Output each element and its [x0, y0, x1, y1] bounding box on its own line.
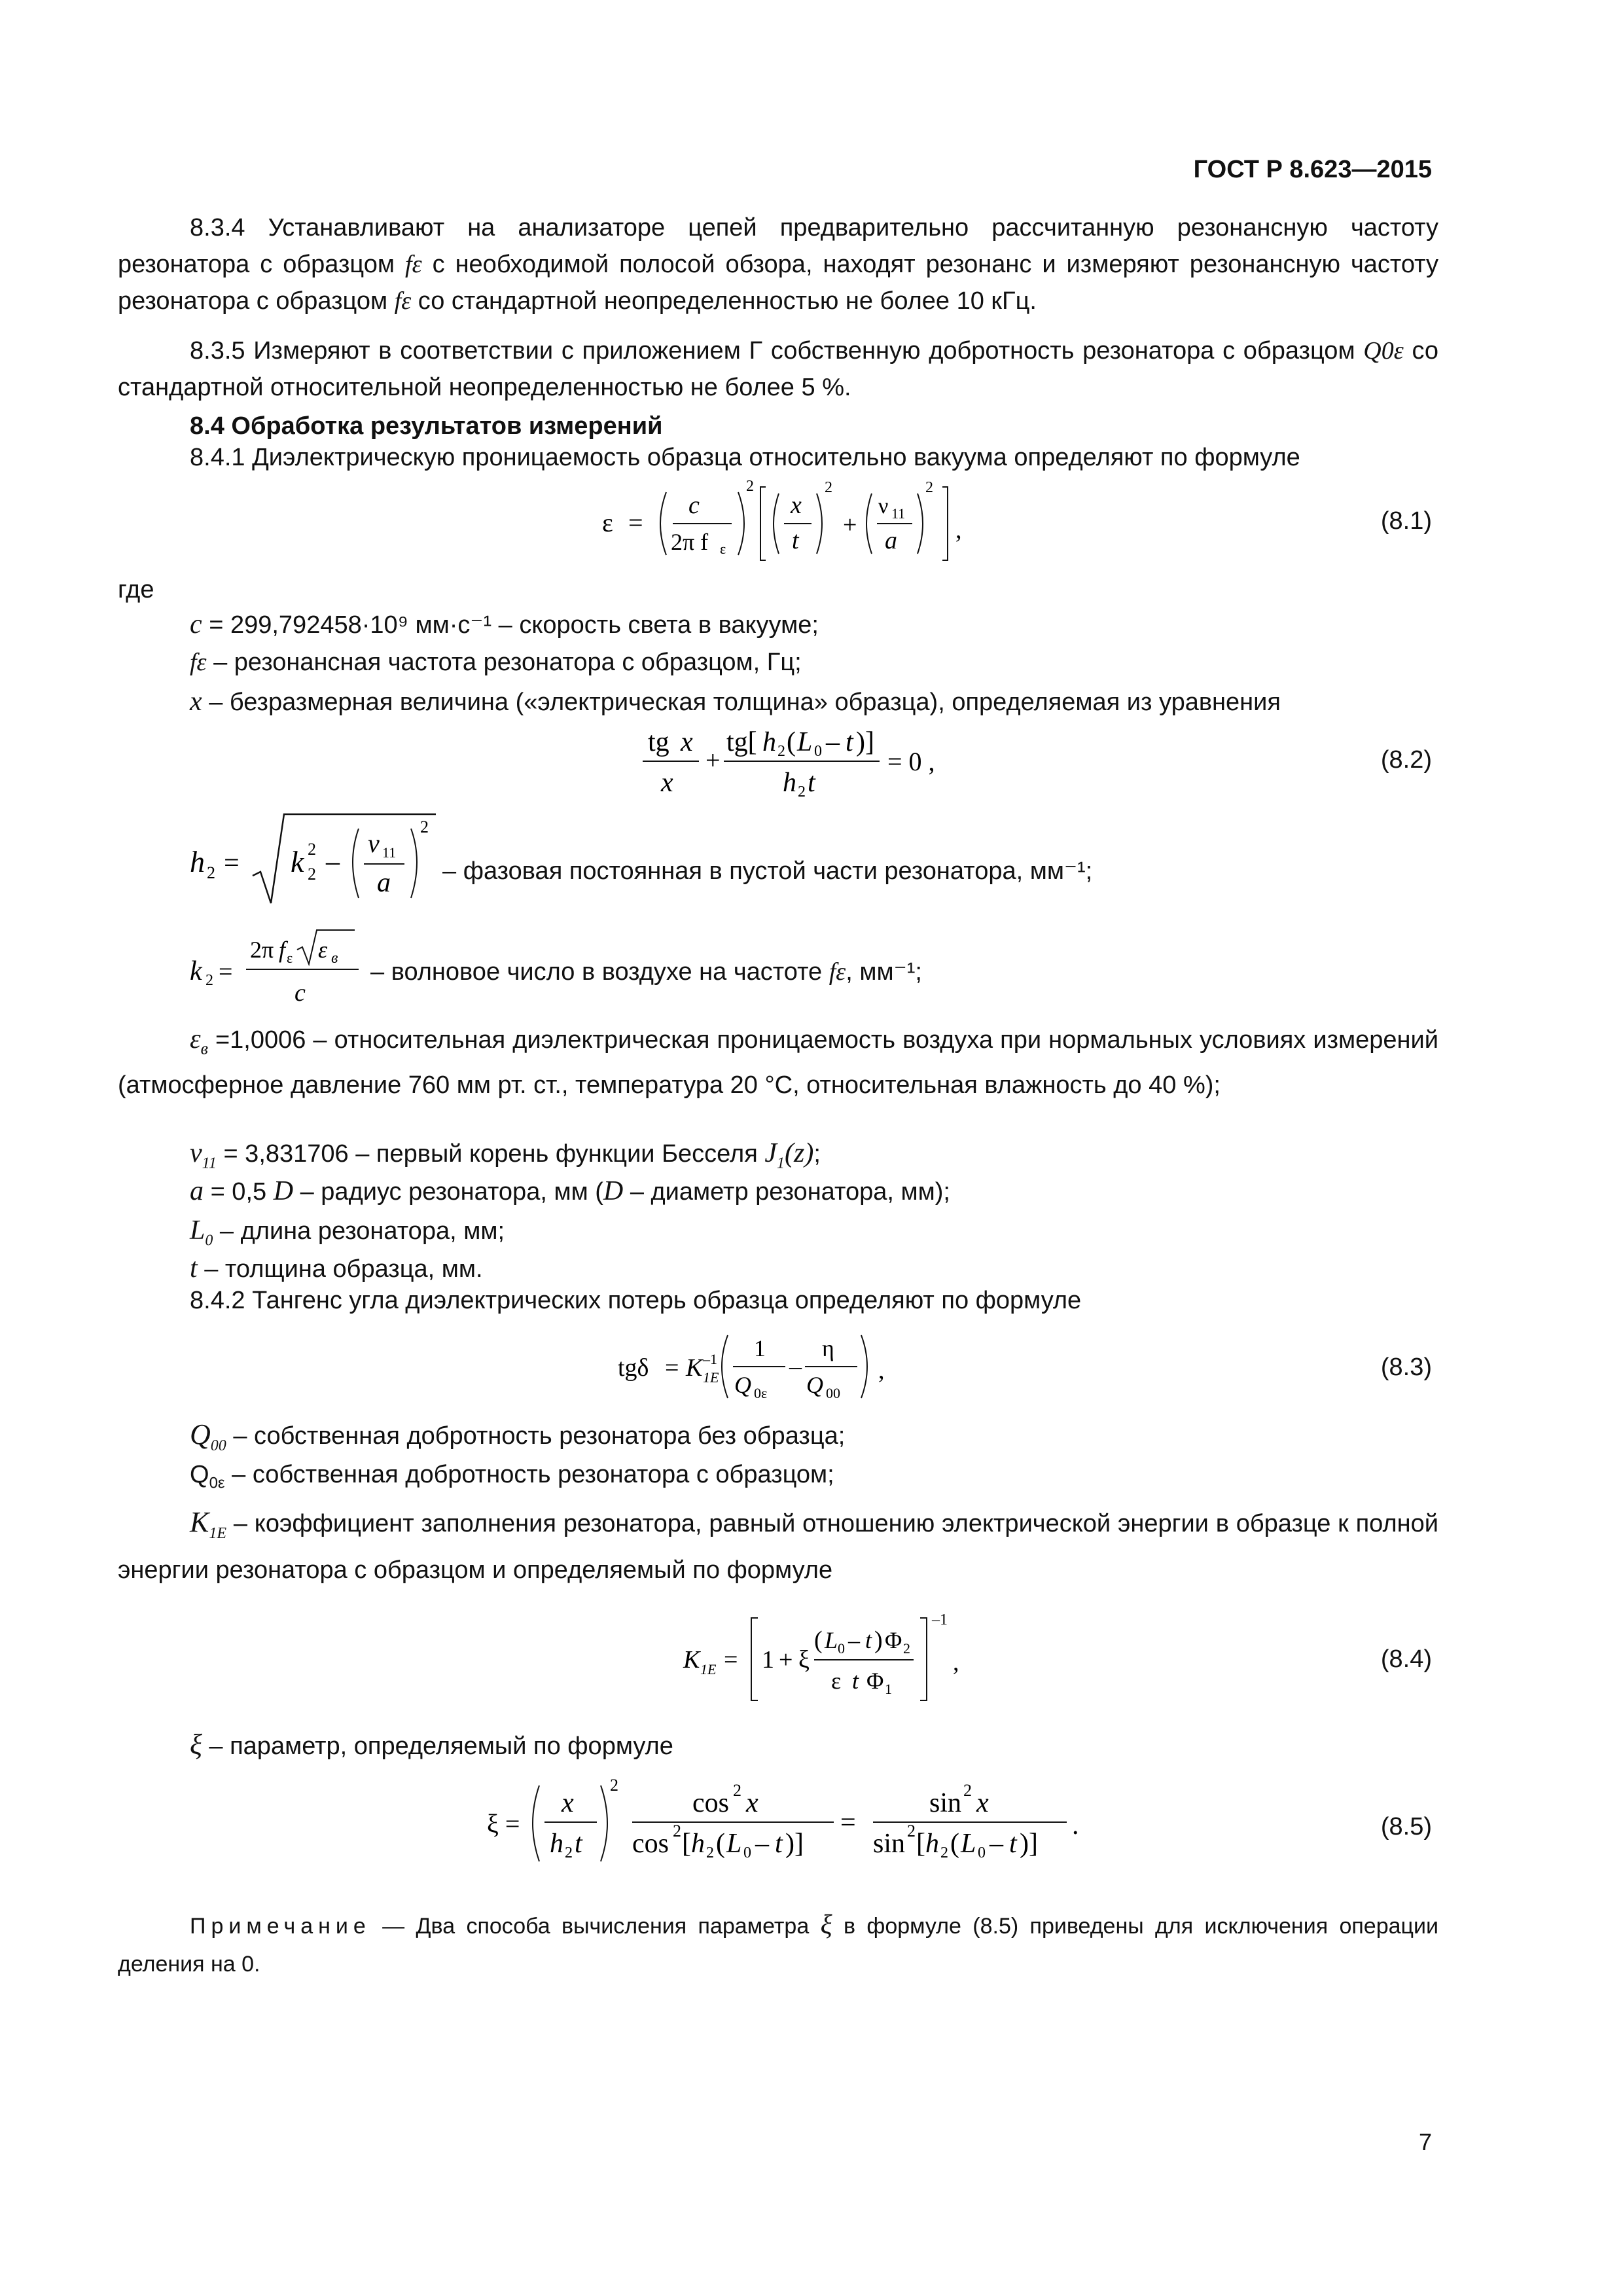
def-l0-text: – длина резонатора, мм;: [219, 1217, 505, 1245]
svg-text:2π f: 2π f: [671, 529, 709, 555]
svg-text:x: x: [746, 1788, 758, 1818]
def-a-text: = 0,5: [210, 1178, 267, 1206]
svg-text:sin: sin: [929, 1788, 962, 1818]
svg-text:2: 2: [308, 840, 316, 859]
svg-text:0: 0: [743, 1844, 751, 1861]
formula-8-5: [484, 1766, 1113, 1880]
def-h2-text: – фазовая постоянная в пустой части резонатора, мм⁻¹;: [442, 857, 1093, 885]
def-a-tail: – радиус резонатора, мм (: [300, 1178, 603, 1206]
svg-text:k: k: [190, 956, 202, 986]
svg-text:Φ: Φ: [866, 1668, 884, 1694]
svg-text:2: 2: [940, 1844, 948, 1861]
svg-text:[: [: [682, 1829, 691, 1859]
svg-text:=: =: [840, 1808, 856, 1838]
svg-text:2: 2: [798, 783, 806, 800]
svg-text:–1: –1: [703, 1351, 717, 1367]
p834-part-a: 8.3.4 Устанавливают на анализаторе цепей предварительно рассчитанную резонансную частоту резонатора с образцом: [118, 214, 1438, 278]
svg-text:(: (: [950, 1829, 959, 1859]
def-t-text: – толщина образца, мм.: [204, 1255, 483, 1283]
svg-text:cos: cos: [632, 1829, 669, 1859]
svg-text:cos: cos: [692, 1788, 729, 1818]
def-c: c = 299,792458·10⁹ мм·с⁻¹ – скорость света в вакууме;: [190, 609, 819, 639]
formula-h2: [187, 806, 449, 914]
svg-text:a: a: [377, 868, 391, 898]
svg-text:=: =: [628, 508, 643, 537]
def-k2: [370, 957, 922, 986]
svg-text:,: ,: [953, 1649, 959, 1676]
svg-text:11: 11: [891, 505, 906, 522]
svg-text:2: 2: [733, 1781, 741, 1800]
svg-text:t: t: [575, 1829, 582, 1859]
svg-text:k: k: [291, 845, 304, 878]
def-nu: $\nu_{11} = 3,831706$ – первый корень функции Бесселя $J_1(z)$;: [190, 1138, 821, 1172]
svg-text:h: h: [691, 1829, 705, 1859]
svg-text:–: –: [848, 1627, 860, 1653]
def-xi-text: – параметр, определяемый по формуле: [209, 1732, 673, 1760]
svg-text:=: =: [665, 1354, 679, 1382]
svg-text:=: =: [724, 1646, 738, 1674]
svg-text:K: K: [683, 1646, 700, 1674]
svg-text:L: L: [825, 1627, 838, 1653]
svg-text:1: 1: [885, 1681, 892, 1697]
f-eps-symbol: fε: [394, 287, 412, 315]
f-eps-symbol: fε: [405, 251, 422, 278]
svg-text:+: +: [843, 511, 857, 539]
svg-text:00: 00: [826, 1385, 840, 1401]
svg-text:2: 2: [207, 863, 215, 882]
svg-text:t: t: [846, 727, 853, 757]
formula-8-4: [681, 1605, 995, 1713]
svg-text:)]: )]: [1020, 1829, 1038, 1859]
svg-text:x: x: [791, 492, 802, 519]
note-label: Примечание: [190, 1914, 371, 1939]
svg-text:t: t: [775, 1829, 783, 1859]
def-k1e-text: – коэффициент заполнения резонатора, равный отношению электрической энергии в образце к полной энергии резонатора с образцом и определяемый по формуле: [118, 1510, 1438, 1584]
svg-text:t: t: [1009, 1829, 1017, 1859]
svg-text:1: 1: [754, 1335, 766, 1361]
svg-text:–: –: [990, 1829, 1003, 1859]
svg-text:ε: ε: [602, 508, 613, 537]
svg-text:2: 2: [706, 1844, 714, 1861]
svg-text:1E: 1E: [703, 1369, 719, 1386]
svg-text:ε: ε: [831, 1668, 842, 1694]
svg-text:(: (: [814, 1626, 823, 1654]
def-a-tail2: – диаметр резонатора, мм);: [630, 1178, 950, 1206]
svg-text:)]: )]: [785, 1829, 804, 1859]
svg-text:2: 2: [610, 1776, 618, 1795]
svg-text:.: .: [1072, 1810, 1079, 1840]
def-xi: ξ – параметр, определяемый по формуле: [190, 1729, 673, 1761]
svg-text:–1: –1: [932, 1611, 948, 1628]
svg-text:,: ,: [955, 516, 962, 544]
equation-number-8-1: (8.1): [1380, 507, 1432, 535]
def-t: t – толщина образца, мм.: [190, 1253, 483, 1283]
svg-text:=: =: [224, 848, 240, 878]
svg-text:c: c: [688, 492, 700, 519]
note-text-a: — Два способа вычисления параметра: [382, 1914, 810, 1939]
paragraph-8-3-4: [118, 209, 1438, 319]
svg-text:,: ,: [878, 1357, 885, 1384]
svg-text:f: f: [279, 937, 286, 963]
where-label: где: [118, 576, 154, 603]
def-k2-text: – волновое число в воздухе на частоте: [370, 958, 823, 986]
svg-text:t: t: [808, 768, 815, 798]
svg-text:h: h: [190, 845, 205, 878]
svg-text:ξ: ξ: [798, 1646, 810, 1674]
svg-text:в: в: [331, 950, 338, 967]
svg-text:2: 2: [673, 1821, 681, 1840]
def-c-text: = 299,792458·10⁹ мм·с⁻¹ – скорость света в вакууме;: [209, 611, 819, 639]
def-q0e: $Q_{0\varepsilon}$ – собственная добротность резонатора с образцом;: [190, 1461, 834, 1492]
svg-text:η: η: [822, 1335, 834, 1361]
def-k2-tail: , мм⁻¹;: [846, 958, 922, 986]
svg-text:1: 1: [762, 1646, 774, 1674]
def-q0e-text: – собственная добротность резонатора с образцом;: [232, 1461, 834, 1488]
svg-text:11: 11: [382, 844, 397, 861]
svg-text:tgδ: tgδ: [618, 1354, 649, 1382]
svg-text:2: 2: [903, 1640, 910, 1657]
standard-code: ГОСТ Р 8.623—2015: [1193, 156, 1432, 183]
svg-text:–: –: [826, 727, 840, 757]
svg-text:Φ: Φ: [885, 1627, 902, 1653]
q0eps-symbol: Q0ε: [1363, 337, 1404, 365]
svg-text:–: –: [789, 1353, 802, 1380]
def-x-text: – безразмерная величина («электрическая толщина» образца), определяемая из уравнения: [209, 689, 1281, 716]
svg-text:x: x: [562, 1788, 574, 1818]
svg-text:): ): [874, 1626, 883, 1654]
formula-8-2: [628, 710, 995, 812]
svg-text:h: h: [762, 727, 776, 757]
svg-text:1E: 1E: [700, 1661, 717, 1677]
svg-text:t: t: [865, 1627, 872, 1653]
equation-number-8-4: (8.4): [1380, 1645, 1432, 1673]
svg-text:x: x: [976, 1788, 989, 1818]
svg-text:–: –: [326, 847, 340, 877]
def-q00-text: – собственная добротность резонатора без образца;: [233, 1422, 846, 1450]
equation-number-8-5: (8.5): [1380, 1813, 1432, 1840]
svg-text:ε: ε: [720, 541, 726, 557]
svg-text:L: L: [961, 1829, 976, 1859]
svg-text:sin: sin: [873, 1829, 906, 1859]
svg-text:–: –: [755, 1829, 769, 1859]
svg-text:2: 2: [308, 865, 316, 884]
svg-text:L: L: [797, 727, 813, 757]
svg-text:a: a: [885, 527, 897, 554]
def-k1e: $K_{1E}$ – коэффициент заполнения резонатора, равный отношению электрической энергии в образце к полной энергии резонатора с образцом и определяемый по формуле: [118, 1506, 1438, 1584]
paragraph-8-4-1: 8.4.1 Диэлектрическую проницаемость образца относительно вакуума определяют по формуле: [190, 444, 1300, 471]
svg-text:t: t: [792, 527, 799, 554]
def-f: [190, 648, 802, 677]
svg-text:ν: ν: [878, 494, 889, 518]
def-eps-v-text: =1,0006 – относительная диэлектрическая проницаемость воздуха при нормальных условиях измерений (атмосферное давление 760 мм рт. ст., температура 20 °С, относительная влажность до 40 %);: [118, 1026, 1438, 1100]
formula-8-3: [615, 1316, 916, 1417]
svg-text:2: 2: [825, 479, 832, 496]
svg-text:= 0 ,: = 0 ,: [887, 747, 935, 776]
f-eps-symbol: fε: [190, 649, 207, 676]
def-q00: $Q_{00}$ – собственная добротность резонатора без образца;: [190, 1418, 846, 1454]
svg-text:L: L: [726, 1829, 742, 1859]
def-nu-text: = 3,831706 – первый корень функции Бесселя: [223, 1140, 758, 1168]
svg-text:(: (: [787, 727, 796, 757]
svg-text:h: h: [925, 1829, 939, 1859]
def-x: x – безразмерная величина («электрическая толщина» образца), определяемая из уравнения: [190, 687, 1281, 717]
f-eps-symbol: fε: [829, 958, 846, 986]
svg-text:ν: ν: [368, 829, 380, 858]
p835-part-a: 8.3.5 Измеряют в соответствии с приложением Г собственную добротность резонатора с образцом: [190, 337, 1355, 365]
p834-part-c: со стандартной неопределенностью не более 10 кГц.: [418, 287, 1037, 315]
section-8-4-title: 8.4 Обработка результатов измерений: [190, 412, 663, 440]
svg-text:Q: Q: [734, 1372, 751, 1398]
svg-text:h: h: [550, 1829, 563, 1859]
svg-text:2: 2: [565, 1844, 573, 1861]
svg-text:K: K: [686, 1354, 703, 1382]
svg-text:2: 2: [777, 743, 785, 760]
def-f-text: – резонансная частота резонатора с образцом, Гц;: [213, 649, 802, 676]
def-a: a = 0,5 D – радиус резонатора, мм (D – диаметр резонатора, мм);: [190, 1176, 950, 1206]
svg-text:h: h: [783, 768, 796, 798]
equation-number-8-2: (8.2): [1380, 746, 1432, 774]
svg-text:=: =: [219, 958, 233, 986]
svg-text:2: 2: [420, 817, 429, 836]
svg-text:c: c: [294, 979, 306, 1007]
svg-text:x: x: [681, 727, 693, 757]
paragraph-8-3-5: [118, 332, 1438, 406]
page-number: 7: [1418, 2128, 1432, 2155]
p834-part-b: с необходимой полосой обзора, находят резонанс и измеряют резонансную частоту резонатора с образцом: [118, 251, 1439, 315]
def-eps-v: $\varepsilon_в =1,0006$ – относительная диэлектрическая проницаемость воздуха при нормальных условиях измерений (атмосферное давление 760 мм рт. ст., температура 20 °С, относительная влажность до 40 %);: [118, 1024, 1438, 1100]
p835-part-b: со стандартной относительной неопределенностью не более 5 %.: [118, 337, 1438, 401]
svg-text:+: +: [779, 1646, 793, 1674]
note: Примечание — Два способа вычисления параметра ξ в формуле (8.5) приведены для исключения операции деления на 0.: [118, 1910, 1438, 1977]
svg-text:0: 0: [814, 743, 822, 760]
svg-text:0: 0: [978, 1844, 986, 1861]
svg-text:x: x: [661, 768, 673, 798]
svg-text:tg[: tg[: [726, 727, 757, 757]
svg-text:2: 2: [963, 1781, 972, 1800]
svg-text:+: +: [705, 745, 721, 775]
svg-text:2: 2: [746, 478, 754, 495]
svg-text:2π: 2π: [250, 937, 274, 963]
svg-text:[: [: [916, 1829, 925, 1859]
equation-number-8-3: (8.3): [1380, 1354, 1432, 1381]
formula-k2: [187, 920, 370, 1014]
svg-text:2: 2: [205, 972, 213, 989]
svg-text:2: 2: [907, 1821, 916, 1840]
svg-text:0: 0: [838, 1640, 845, 1657]
note-text-b: в формуле (8.5) приведены для исключения операции деления на 0.: [118, 1914, 1438, 1977]
def-l0: $L_0$ – длина резонатора, мм;: [190, 1215, 505, 1249]
svg-text:Q: Q: [806, 1372, 823, 1398]
svg-text:t: t: [852, 1668, 859, 1694]
paragraph-8-4-2: 8.4.2 Тангенс угла диэлектрических потерь образца определяют по формуле: [190, 1287, 1082, 1314]
svg-text:(: (: [716, 1829, 725, 1859]
svg-text:ε: ε: [318, 937, 328, 963]
svg-text:ξ =: ξ =: [487, 1809, 520, 1839]
svg-text:ε: ε: [287, 950, 293, 966]
svg-text:tg: tg: [648, 727, 669, 757]
svg-text:)]: )]: [856, 727, 874, 757]
svg-text:0ε: 0ε: [754, 1385, 768, 1401]
formula-8-1: [589, 473, 995, 574]
svg-text:2: 2: [925, 479, 933, 496]
